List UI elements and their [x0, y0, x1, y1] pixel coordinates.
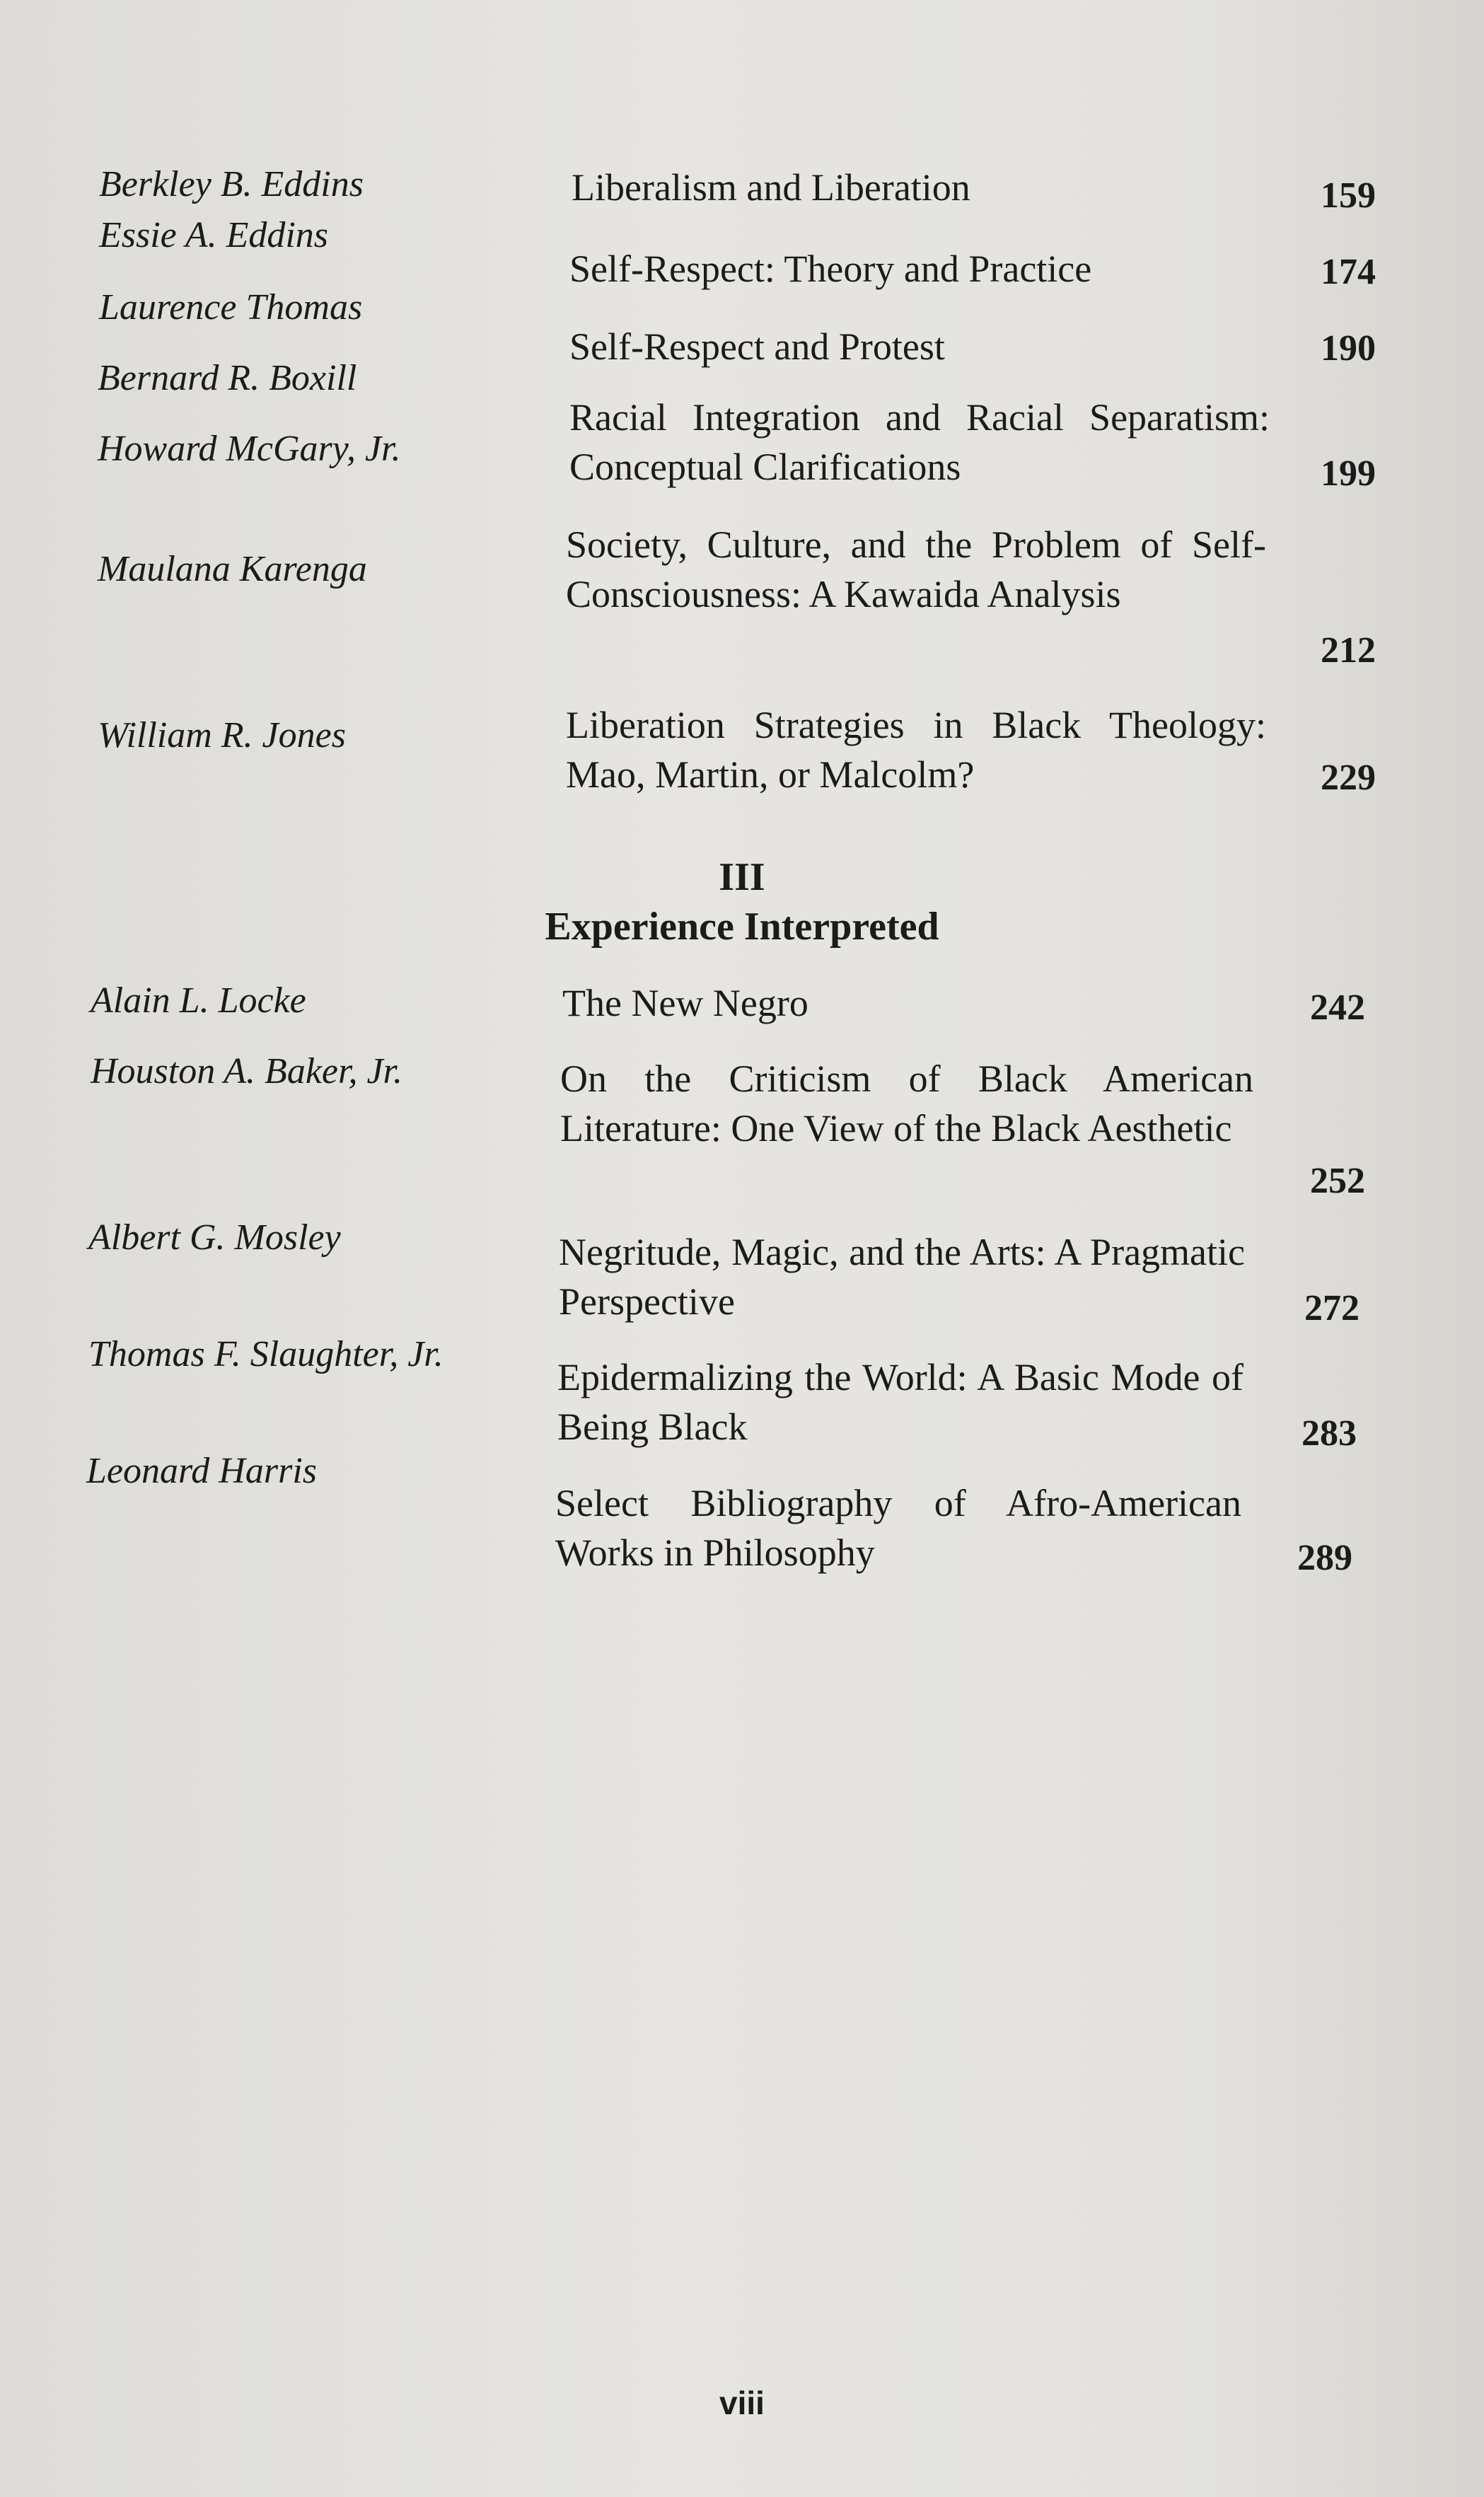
entry-author: Maulana Karenga [98, 549, 367, 589]
entry-author: Leonard Harris [86, 1451, 318, 1491]
entry-author: William R. Jones [98, 715, 346, 755]
entry-page-number: 289 [1297, 1538, 1352, 1578]
entry-page-number: 229 [1321, 758, 1376, 798]
entry-page-number: 252 [1310, 1161, 1365, 1201]
entry-author: Alain L. Locke [91, 980, 306, 1021]
entry-title: Negritude, Magic, and the Arts: A Pragmatic Perspective [559, 1231, 1245, 1323]
entry-page-number: 159 [1321, 175, 1376, 216]
entry-title: On the Criticism of Black American Literature: One View of the Black Aesthetic [560, 1058, 1253, 1149]
author-name: Essie A. Eddins [99, 215, 329, 255]
entry-author: Thomas F. Slaughter, Jr. [88, 1334, 444, 1374]
entry-page-number: 283 [1302, 1413, 1357, 1454]
entry-title: Society, Culture, and the Problem of Self-Consciousness: A Kawaida Analysis [566, 523, 1266, 615]
entry-page-number: 199 [1321, 453, 1376, 494]
author-name: Berkley B. Eddins [99, 164, 364, 204]
entry-author: Bernard R. Boxill [98, 358, 357, 398]
entry-author: Howard McGary, Jr. [98, 429, 401, 469]
entry-page-number: 272 [1304, 1288, 1360, 1328]
entry-title: Racial Integration and Racial Separatism: Conceptual Clarifications [569, 396, 1270, 488]
entry-page-number: 174 [1321, 252, 1376, 292]
entry-author [99, 159, 580, 261]
section-number: III [719, 855, 765, 899]
entry-title: Liberation Strategies in Black Theology: Mao, Martin, or Malcolm? [566, 704, 1266, 796]
entry-author: Houston A. Baker, Jr. [91, 1051, 403, 1091]
entry-title: Self-Respect: Theory and Practice [569, 248, 1092, 290]
entry-page-number: 242 [1310, 987, 1365, 1028]
page-folio: viii [719, 2385, 765, 2421]
entry-page-number: 190 [1321, 328, 1376, 369]
entry-title: The New Negro [562, 982, 808, 1024]
entry-author: Laurence Thomas [99, 287, 363, 328]
entry-title: Epidermalizing the World: A Basic Mode of Being Black [557, 1356, 1244, 1448]
entry-title: Self-Respect and Protest [569, 325, 945, 368]
entry-page-number: 212 [1321, 630, 1376, 671]
entry-title: Select Bibliography of Afro-American Works in Philosophy [555, 1482, 1241, 1574]
section-title: Experience Interpreted [545, 905, 939, 949]
entry-title: Liberalism and Liberation [572, 166, 970, 209]
entry-author: Albert G. Mosley [88, 1217, 341, 1258]
